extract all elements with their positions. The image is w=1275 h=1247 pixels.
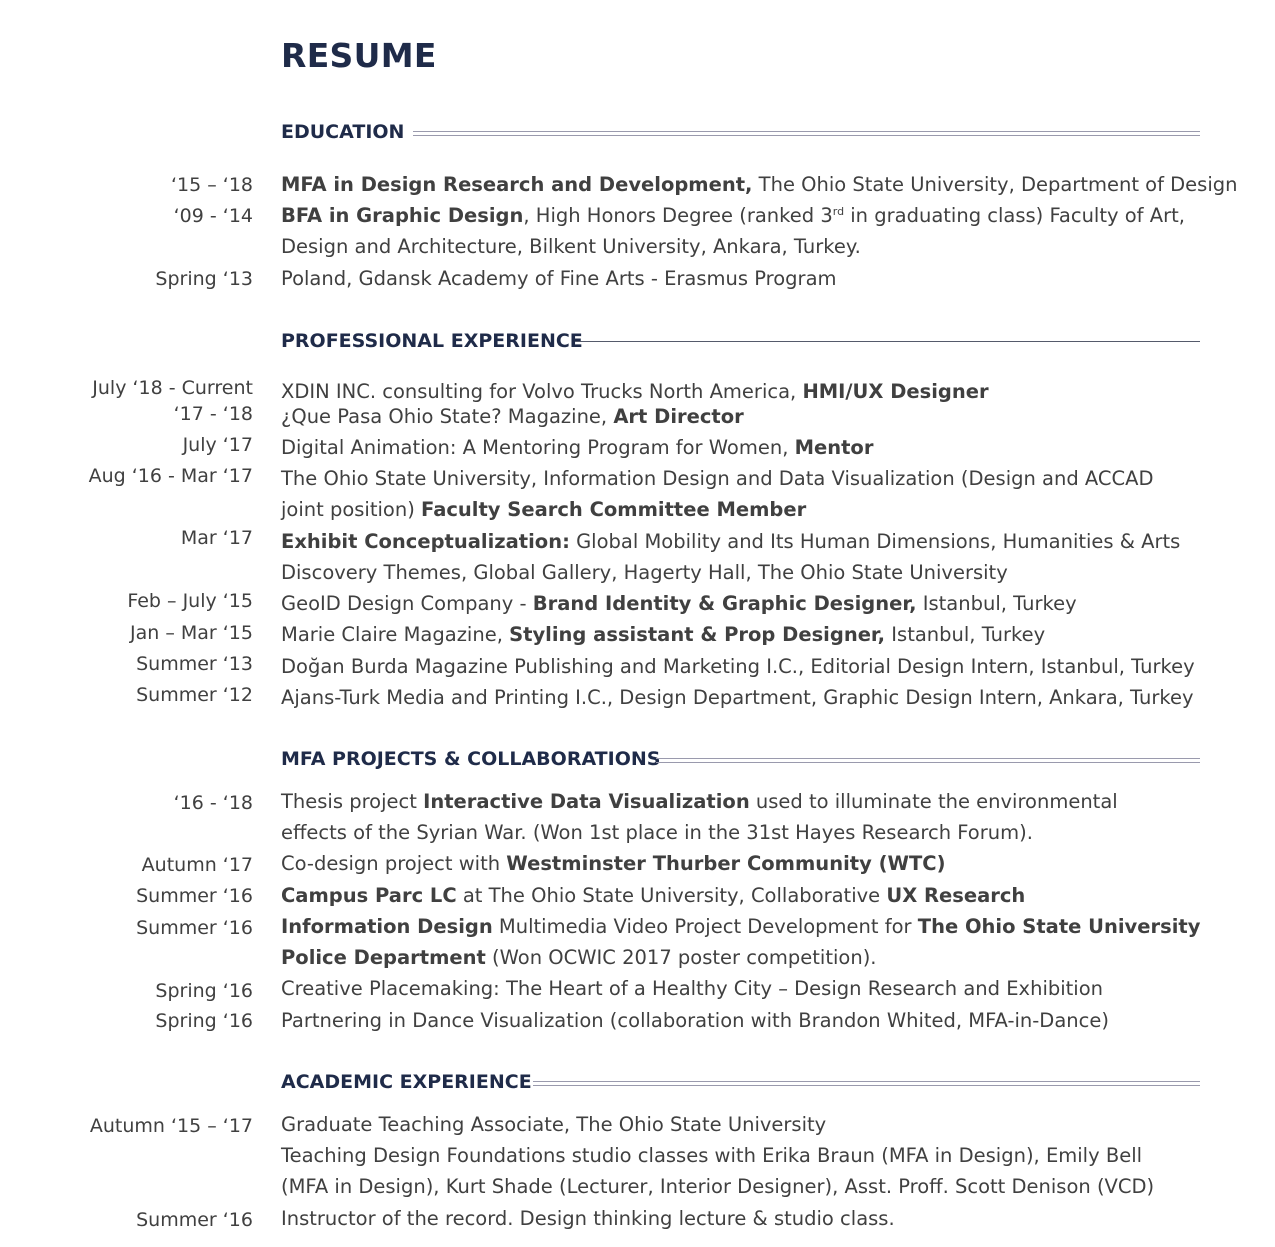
entry-line [281, 786, 1205, 817]
entry-line [281, 848, 1205, 879]
entry-date: Summer ‘13 [136, 653, 253, 675]
emphasis-text: MFA in Design Research and Development, [281, 173, 753, 196]
entry-text: Instructor of the record. Design thinking lecture & studio class. [281, 1207, 895, 1230]
entry-text: Teaching Design Foundations studio classes with Erika Braun (MFA in Design), Emily Bell [281, 1144, 1143, 1167]
entry-date: ‘09 - ‘14 [173, 205, 253, 227]
entry-line [281, 1171, 1205, 1202]
entry-line [281, 651, 1205, 682]
entry-text: Design and Architecture, Bilkent University, Ankara, Turkey. [281, 235, 861, 258]
emphasis-text: Mentor [794, 436, 874, 459]
entry-date: ‘17 - ‘18 [173, 403, 253, 425]
entry-line [281, 973, 1205, 1004]
emphasis-text: Art Director [613, 405, 744, 428]
section-divider [575, 341, 1200, 342]
entry-line [281, 463, 1205, 494]
entry-text: used to illuminate the environmental [749, 790, 1118, 813]
section-heading-professional-experience [281, 328, 1200, 354]
entry-date: Summer ‘16 [136, 1209, 253, 1231]
entry-text: joint position) [281, 498, 422, 521]
experience-entry [281, 682, 1205, 713]
entry-line [281, 1005, 1205, 1036]
entry-date: Jan – Mar ‘15 [130, 622, 253, 644]
entry-line [281, 1109, 1205, 1140]
experience-entry [281, 432, 1205, 463]
emphasis-text: Interactive Data Visualization [423, 790, 750, 813]
emphasis-text: The Ohio State University [917, 915, 1201, 938]
entry-text: in graduating class) Faculty of Art, [844, 204, 1185, 227]
entry-line [281, 169, 1238, 200]
experience-entry [281, 463, 1205, 525]
entry-text: Thesis project [281, 790, 424, 813]
entry-date: Summer ‘16 [136, 885, 253, 907]
emphasis-text: Styling assistant & Prop Designer, [509, 623, 886, 646]
emphasis-text: Westminster Thurber Community (WTC) [506, 852, 946, 875]
entry-text: (Won OCWIC 2017 poster competition). [485, 946, 877, 969]
entry-date: July ‘17 [182, 434, 253, 456]
entry-line [281, 911, 1205, 942]
entry-date: Summer ‘16 [136, 917, 253, 939]
section-title: PROFESSIONAL EXPERIENCE [281, 330, 583, 352]
emphasis-text: BFA in Graphic Design [281, 204, 524, 227]
project-entry [281, 973, 1205, 1004]
emphasis-text: Campus Parc LC [281, 884, 457, 907]
section-heading-mfa-projects [281, 746, 1200, 772]
entry-text: Global Mobility and Its Human Dimensions, Humanities & Arts [569, 530, 1181, 553]
entry-text: Multimedia Video Project Development for [492, 915, 918, 938]
entry-line [281, 432, 1205, 463]
experience-entry [281, 588, 1205, 619]
entry-line [281, 1203, 1205, 1234]
section-heading-education [281, 119, 1200, 145]
entry-text: effects of the Syrian War. (Won 1st place in the 31st Hayes Research Forum). [281, 821, 1033, 844]
entry-line [281, 588, 1205, 619]
entry-text: Istanbul, Turkey [916, 592, 1077, 615]
experience-entry [281, 619, 1205, 650]
entry-text: The Ohio State University, Information Design and Data Visualization (Design and ACCAD [281, 467, 1154, 490]
entry-text: Doğan Burda Magazine Publishing and Marketing I.C., Editorial Design Intern, Istanbul, Turkey [281, 655, 1195, 678]
entry-text: Digital Animation: A Mentoring Program for Women, [281, 436, 795, 459]
entry-text: Istanbul, Turkey [885, 623, 1046, 646]
experience-entry [281, 401, 1205, 432]
entry-line [281, 263, 1205, 294]
entry-text: Creative Placemaking: The Heart of a Healthy City – Design Research and Exhibition [281, 977, 1104, 1000]
entry-text: Ajans-Turk Media and Printing I.C., Design Department, Graphic Design Intern, Ankara, Turkey [281, 686, 1194, 709]
entry-line [281, 619, 1205, 650]
entry-date: ‘16 - ‘18 [173, 792, 253, 814]
entry-date: Feb – July ‘15 [127, 590, 253, 612]
emphasis-text: UX Research [886, 884, 1026, 907]
academic-entry [281, 1203, 1205, 1234]
emphasis-text: Brand Identity & Graphic Designer, [532, 592, 917, 615]
emphasis-text: Exhibit Conceptualization: [281, 530, 570, 553]
entry-line [281, 231, 1205, 262]
entry-text: XDIN INC. consulting for Volvo Trucks North America, [281, 380, 803, 403]
section-heading-academic-experience [281, 1069, 1200, 1095]
entry-text: GeoID Design Company - [281, 592, 533, 615]
superscript-text: rd [832, 205, 845, 218]
entry-date: Mar ‘17 [180, 527, 253, 549]
entry-text: Partnering in Dance Visualization (collaboration with Brandon Whited, MFA-in-Dance) [281, 1009, 1109, 1032]
experience-entry [281, 526, 1205, 588]
section-divider [413, 131, 1200, 136]
section-divider [533, 1081, 1200, 1086]
section-title: MFA PROJECTS & COLLABORATIONS [281, 748, 661, 770]
entry-date: Spring ‘13 [155, 268, 253, 290]
entry-date: Aug ‘16 - Mar ‘17 [88, 465, 253, 487]
entry-line [281, 200, 1205, 231]
emphasis-text: Faculty Search Committee Member [421, 498, 807, 521]
entry-date: Spring ‘16 [155, 1010, 253, 1032]
entry-text: Marie Claire Magazine, [281, 623, 510, 646]
entry-date: Spring ‘16 [155, 980, 253, 1002]
section-divider [656, 758, 1200, 763]
entry-text: Poland, Gdansk Academy of Fine Arts - Erasmus Program [281, 267, 837, 290]
emphasis-text: Information Design [281, 915, 493, 938]
entry-line [281, 682, 1205, 713]
emphasis-text: Police Department [281, 946, 486, 969]
education-entry [281, 169, 1238, 200]
project-entry [281, 911, 1205, 973]
entry-date: Autumn ‘17 [141, 854, 253, 876]
entry-date: July ‘18 - Current [92, 377, 253, 399]
page-title: RESUME [281, 36, 437, 75]
entry-text: , High Honors Degree (ranked 3 [523, 204, 833, 227]
entry-text: Graduate Teaching Associate, The Ohio State University [281, 1113, 827, 1136]
entry-text: Discovery Themes, Global Gallery, Hagerty Hall, The Ohio State University [281, 561, 1008, 584]
section-title: ACADEMIC EXPERIENCE [281, 1071, 532, 1093]
entry-line [281, 817, 1205, 848]
entry-line [281, 494, 1205, 525]
entry-line [281, 526, 1205, 557]
experience-entry [281, 651, 1205, 682]
entry-line [281, 401, 1205, 432]
entry-text: (MFA in Design), Kurt Shade (Lecturer, Interior Designer), Asst. Proff. Scott Denison (VCD) [281, 1175, 1155, 1198]
entry-text: at The Ohio State University, Collaborative [456, 884, 887, 907]
entry-date: ‘15 – ‘18 [170, 174, 253, 196]
emphasis-text: HMI/UX Designer [802, 380, 989, 403]
project-entry [281, 880, 1205, 911]
project-entry [281, 848, 1205, 879]
entry-text: The Ohio State University, Department of Design [752, 173, 1238, 196]
entry-line [281, 880, 1205, 911]
entry-text: Co-design project with [281, 852, 507, 875]
entry-line [281, 942, 1205, 973]
entry-date: Summer ‘12 [136, 684, 253, 706]
section-title: EDUCATION [281, 121, 405, 143]
entry-line [281, 557, 1205, 588]
entry-text: ¿Que Pasa Ohio State? Magazine, [281, 405, 614, 428]
education-entry [281, 200, 1205, 262]
education-entry [281, 263, 1205, 294]
project-entry [281, 786, 1205, 848]
project-entry [281, 1005, 1205, 1036]
entry-date: Autumn ‘15 – ‘17 [89, 1115, 253, 1137]
entry-line [281, 1140, 1205, 1171]
academic-entry [281, 1109, 1205, 1202]
